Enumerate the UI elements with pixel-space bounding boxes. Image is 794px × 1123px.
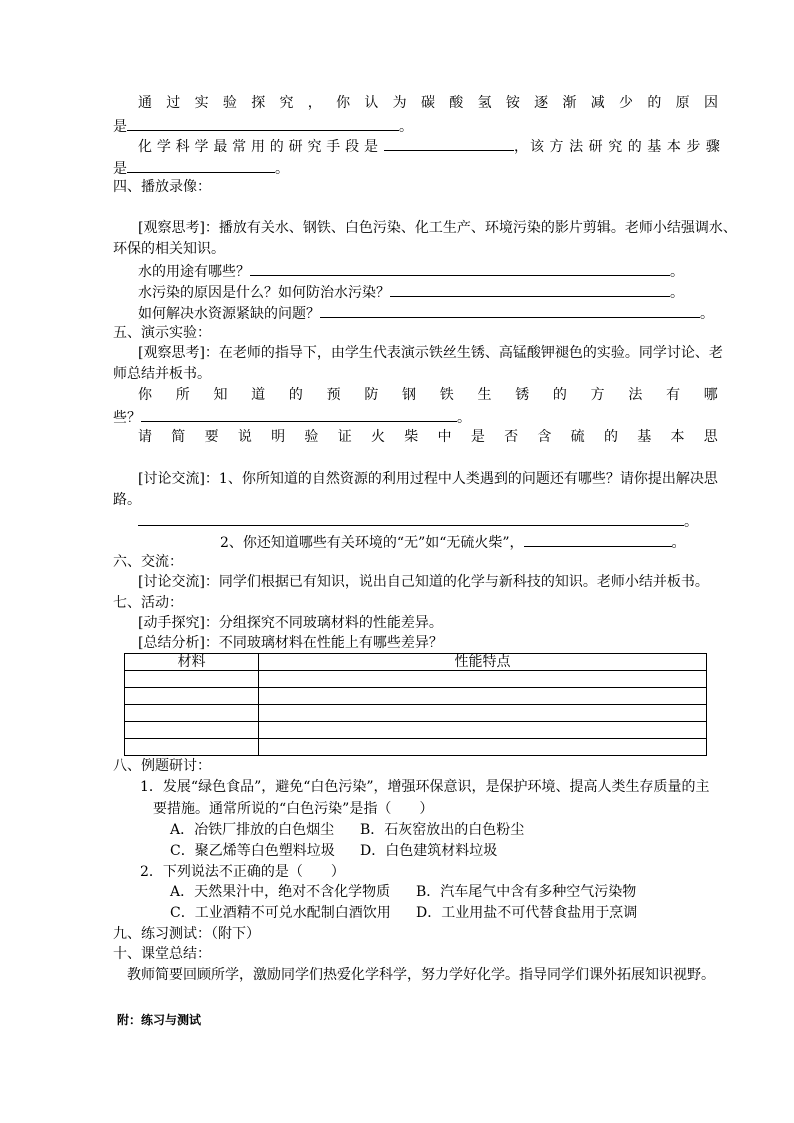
p2-char: 用 (250, 139, 265, 155)
p2-char: 研 (588, 139, 603, 155)
p1-char: 因 (703, 95, 718, 111)
p1-char: 通 (138, 95, 152, 111)
answer-blank[interactable] (320, 302, 700, 318)
table-cell[interactable] (125, 739, 259, 756)
s5-rust-char: 知 (213, 387, 228, 403)
s5-sulfur-char: 柴 (404, 429, 419, 445)
p2-char: 手 (326, 139, 341, 155)
answer-blank[interactable] (390, 281, 670, 297)
s5-rust-char: 你 (138, 387, 152, 403)
s5-rust-char: 铁 (439, 387, 454, 403)
table-row (125, 671, 707, 688)
s6-text: [讨论交流]：同学们根据已有知识，说出自己知道的化学与新科技的知识。老师小结并板书。 (138, 574, 709, 590)
s5-rust-char: 所 (175, 387, 190, 403)
section-6-heading: 六、交流： (113, 554, 183, 570)
table-cell[interactable] (259, 739, 707, 756)
p1-char: ， (307, 95, 322, 111)
p1-char: 的 (647, 95, 662, 111)
p1-char: 为 (392, 95, 407, 111)
s5-rust-char: 预 (326, 387, 341, 403)
s4-question-3: 如何解决水资源紧缺的问题？ 。 (138, 302, 714, 322)
s5-observe-line1: [观察思考]：在老师的指导下，由学生代表演示铁丝生锈、高锰酸钾褪色的实验。同学讨论、老 (138, 345, 723, 361)
s8-q2-option-a[interactable]: A．天然果汁中，绝对不含化学物质 (170, 884, 391, 900)
section-5-heading: 五、演示实验： (113, 325, 211, 341)
s5-sulfur-char: 否 (504, 429, 519, 445)
p2-char: 方 (549, 139, 564, 155)
p1-char: 过 (166, 95, 181, 111)
s8-q1-option-a[interactable]: A．冶铁厂排放的白色烟尘 (170, 822, 335, 838)
s5-rust-line-2: 些？ 。 (113, 406, 471, 426)
s5-discuss-1b: 路。 (113, 492, 141, 508)
s10-text: 教师简要回顾所学，激励同学们热爱化学科学，努力学好化学。指导同学们课外拓展知识视野。 (127, 967, 715, 983)
s5-sulfur-char: 简 (171, 429, 186, 445)
s8-q2-option-d[interactable]: D．工业用盐不可代替食盐用于烹调 (416, 905, 638, 921)
p2-char: 法 (569, 139, 584, 155)
s4-question-1: 水的用途有哪些？ 。 (138, 260, 684, 280)
column-header: 性能特点 (259, 654, 707, 671)
answer-blank[interactable] (524, 531, 672, 547)
s5-rust-char: 的 (288, 387, 303, 403)
p1-char: 酸 (449, 95, 464, 111)
s5-sulfur-char: 要 (204, 429, 219, 445)
s8-q2-option-c[interactable]: C．工业酒精不可兑水配制白酒饮用 (170, 905, 391, 921)
s5-discuss-1: [讨论交流]：1、你所知道的自然资源的利用过程中人类遇到的问题还有哪些？请你提出解决思 (138, 471, 718, 487)
table-cell[interactable] (125, 671, 259, 688)
p1-char: 氢 (477, 95, 492, 111)
p2-char: 学 (156, 139, 171, 155)
p1-char: 少 (619, 95, 634, 111)
table-cell[interactable] (259, 722, 707, 739)
s8-q1-line1: 1．发展“绿色食品”，避免“白色污染”，增强环保意识，是保护环境、提高人类生存质量的主 (140, 779, 710, 795)
s5-sulfur-char: 证 (337, 429, 352, 445)
table-header-row (125, 654, 707, 671)
s5-sulfur-char: 硫 (570, 429, 585, 445)
appendix-title: 附：练习与测试 (117, 1013, 202, 1027)
table-cell[interactable] (125, 722, 259, 739)
s5-discuss-1-answer: 。 (138, 510, 698, 530)
s5-sulfur-char: 思 (703, 429, 718, 445)
p1-char: 认 (364, 95, 379, 111)
s7-summary: [总结分析]：不同玻璃材料在性能上有哪些差异？ (138, 635, 443, 651)
answer-blank[interactable] (141, 406, 457, 422)
p2-char: 科 (175, 139, 190, 155)
table-cell[interactable] (125, 705, 259, 722)
table-cell[interactable] (259, 688, 707, 705)
p1-char: 究 (279, 95, 294, 111)
s8-q2-option-b[interactable]: B．汽车尾气中含有多种空气污染物 (416, 884, 637, 900)
s5-sulfur-char: 本 (670, 429, 685, 445)
table-cell[interactable] (259, 705, 707, 722)
section-7-heading: 七、活动： (113, 595, 183, 611)
s5-rust-char: 有 (666, 387, 681, 403)
table-cell[interactable] (125, 688, 259, 705)
s5-rust-char: 锈 (515, 387, 530, 403)
p2-char: 的 (269, 139, 284, 155)
p2-line-a: 化 学 科 学 最 常 用 的 研 究 手 段 是 ， 该 方 法 研 究 的 基 本 步 骤 (138, 135, 718, 155)
p2-char: 基 (647, 139, 662, 155)
s5-rust-line (138, 385, 718, 405)
s5-sulfur-char: 明 (271, 429, 286, 445)
s5-sulfur-char: 含 (537, 429, 552, 445)
s5-sulfur-char: 火 (370, 429, 385, 445)
section-10-heading: 十、课堂总结： (113, 946, 211, 962)
p1-char: 验 (222, 95, 237, 111)
p1-line-a (138, 93, 718, 113)
p2-char: 步 (686, 139, 701, 155)
material-table (124, 653, 707, 756)
p2-char: 是 (363, 139, 378, 155)
answer-blank[interactable] (138, 510, 684, 526)
p2-char: 段 (345, 139, 360, 155)
answer-blank[interactable] (127, 157, 275, 173)
section-4-heading: 四、播放录像： (113, 179, 211, 195)
table-cell[interactable] (259, 671, 707, 688)
p1-char: 铵 (505, 95, 520, 111)
p2-char: 究 (307, 139, 322, 155)
p1-char: 实 (194, 95, 209, 111)
p1-char: 减 (590, 95, 605, 111)
table-row (125, 705, 707, 722)
s5-discuss-2: 2、你还知道哪些有关环境的“无”如“无硫火柴”， 。 (220, 531, 686, 551)
s8-q1-line2: 要措施。通常所说的“白色污染”是指（ ） (153, 801, 434, 817)
s5-rust-char: 钢 (402, 387, 417, 403)
s5-rust-char: 哪 (703, 387, 718, 403)
p1-char: 原 (675, 95, 690, 111)
p2-char: 学 (194, 139, 209, 155)
s4-question-2: 水污染的原因是什么？如何防治水污染？ 。 (138, 281, 684, 301)
s5-sulfur-char: 基 (637, 429, 652, 445)
section-8-heading: 八、例题研讨： (113, 758, 211, 774)
s5-rust-char: 道 (251, 387, 266, 403)
p2-char: 的 (627, 139, 642, 155)
p2-line-b: 是 。 (113, 157, 289, 177)
s8-q2: 2．下列说法不正确的是（ ） (140, 864, 345, 880)
p2-char: 最 (213, 139, 228, 155)
table-row (125, 739, 707, 756)
answer-blank[interactable] (127, 115, 399, 131)
table-row (125, 688, 707, 705)
s5-sulfur-char: 的 (603, 429, 618, 445)
section-9-heading: 九、练习测试：（附下） (113, 926, 260, 942)
s5-sulfur-line (138, 427, 718, 447)
s5-rust-char: 防 (364, 387, 379, 403)
answer-blank[interactable] (250, 260, 670, 276)
p1-char: 渐 (562, 95, 577, 111)
p2-char: 研 (288, 139, 303, 155)
s5-rust-char: 法 (628, 387, 643, 403)
table-row (125, 722, 707, 739)
s8-q1-option-b[interactable]: B．石灰窑放出的白色粉尘 (360, 822, 525, 838)
p2-char: 常 (232, 139, 247, 155)
s5-sulfur-char: 说 (237, 429, 252, 445)
p1-char: 探 (251, 95, 266, 111)
column-header: 材料 (125, 654, 259, 671)
s5-sulfur-char: 验 (304, 429, 319, 445)
p2-char: 本 (666, 139, 681, 155)
p1-line-b: 是 。 (113, 115, 413, 135)
p2-char: 该 (530, 139, 544, 155)
s8-q1-option-c[interactable]: C．聚乙烯等白色塑料垃圾 (170, 843, 335, 859)
p2-char: 骤 (705, 139, 720, 155)
s5-sulfur-char: 请 (138, 429, 152, 445)
p1-char: 逐 (534, 95, 549, 111)
p2-char: 究 (608, 139, 623, 155)
s7-hands: [动手探究]：分组探究不同玻璃材料的性能差异。 (138, 615, 443, 631)
s5-sulfur-char: 是 (470, 429, 485, 445)
p1-char: 你 (336, 95, 351, 111)
s8-q1-option-d[interactable]: D．白色建筑材料垃圾 (360, 843, 498, 859)
s4-observe-line1: [观察思考]：播放有关水、钢铁、白色污染、化工生产、环境污染的影片剪辑。老师小结强调水、 (138, 220, 737, 236)
s5-rust-char: 方 (590, 387, 605, 403)
p2-char: 化 (138, 139, 152, 155)
s5-rust-char: 生 (477, 387, 492, 403)
p1-char: 碳 (420, 95, 435, 111)
s4-observe-line2: 环保的相关知识。 (113, 241, 225, 257)
s5-observe-line2: 师总结并板书。 (113, 366, 211, 382)
s5-rust-char: 的 (552, 387, 567, 403)
answer-blank[interactable] (384, 135, 514, 151)
s5-sulfur-char: 中 (437, 429, 452, 445)
